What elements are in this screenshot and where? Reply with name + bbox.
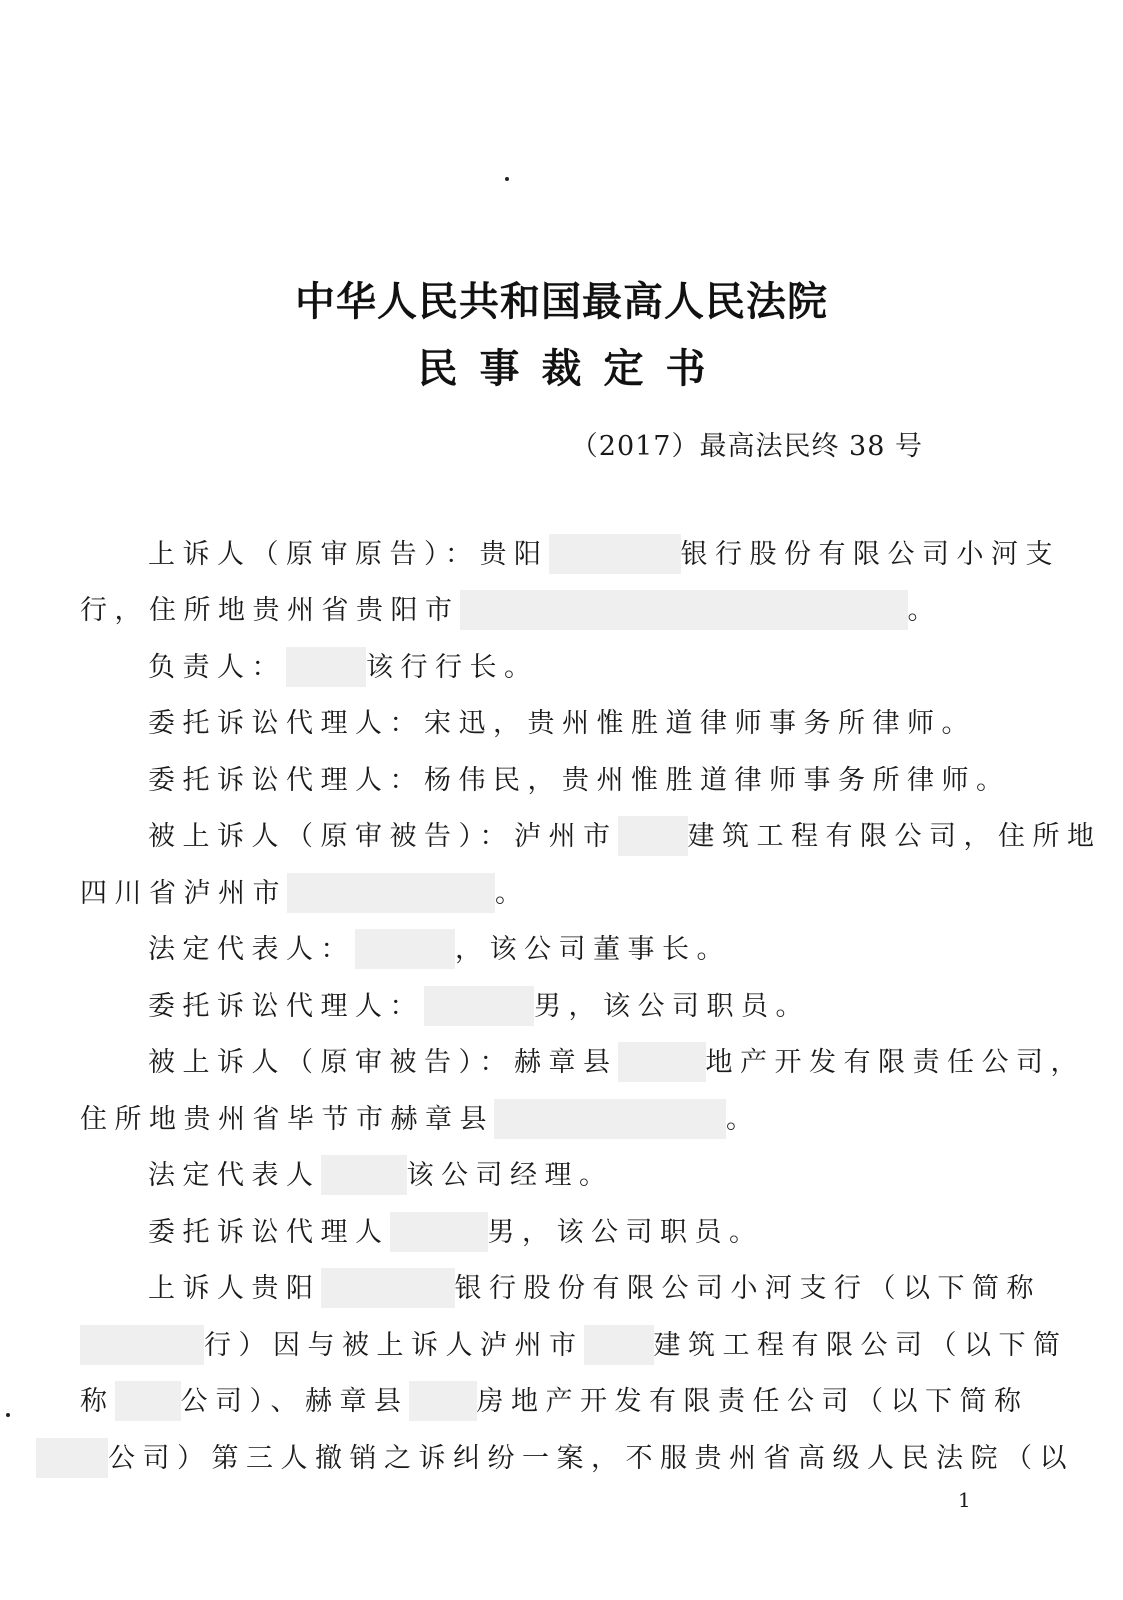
text-line: 委托诉讼代理人： 男，该公司职员。 <box>148 989 810 1026</box>
text-line: 住所地贵州省毕节市赫章县 。 <box>80 1102 761 1139</box>
redaction-block <box>355 929 455 969</box>
document-type-title: 民事裁定书 <box>417 346 728 392</box>
redaction-block <box>460 590 908 630</box>
redaction-block <box>115 1381 181 1421</box>
text-line: 公司）第三人撤销之诉纠纷一案，不服贵州省高级人民法院（以 <box>36 1441 1074 1478</box>
text-line: 负责人： 该行行长。 <box>148 650 539 687</box>
redaction-block <box>390 1212 488 1252</box>
text-line: 称 公司）、赫章县 房地产开发有限责任公司（以下简称 <box>80 1384 1029 1421</box>
text-line: 被上诉人（原审被告）：泸州市 建筑工程有限公司，住所地 <box>148 819 1102 856</box>
redaction-block <box>424 986 534 1026</box>
text-line: 委托诉讼代理人：宋迅，贵州惟胜道律师事务所律师。 <box>148 708 976 739</box>
redaction-block <box>287 873 495 913</box>
redaction-block <box>494 1099 726 1139</box>
redaction-block <box>618 816 688 856</box>
text-line: 被上诉人（原审被告）：赫章县 地产开发有限责任公司， <box>148 1045 1085 1082</box>
redaction-block <box>321 1268 455 1308</box>
text-line: 法定代表人： ，该公司董事长。 <box>148 932 731 969</box>
redaction-block <box>36 1438 108 1478</box>
redaction-block <box>286 647 366 687</box>
text-line: 行，住所地贵州省贵阳市 。 <box>80 593 942 630</box>
redaction-block <box>321 1155 407 1195</box>
page-number: 1 <box>958 1488 971 1512</box>
redaction-block <box>549 534 681 574</box>
text-line: 四川省泸州市 。 <box>80 876 530 913</box>
scan-speck <box>6 1413 10 1417</box>
text-line: 法定代表人 该公司经理。 <box>148 1158 614 1195</box>
court-title: 中华人民共和国最高人民法院 <box>295 279 828 325</box>
text-line: 行）因与被上诉人泸州市 建筑工程有限公司（以下简 <box>80 1328 1068 1365</box>
text-line: 上诉人（原审原告）：贵阳 银行股份有限公司小河支 <box>148 537 1060 574</box>
text-line: 委托诉讼代理人 男，该公司职员。 <box>148 1215 764 1252</box>
text-line: 委托诉讼代理人：杨伟民，贵州惟胜道律师事务所律师。 <box>148 765 1011 796</box>
text-line: 上诉人贵阳 银行股份有限公司小河支行（以下简称 <box>148 1271 1041 1308</box>
case-number: （2017）最高法民终 38 号 <box>570 431 923 462</box>
redaction-block <box>80 1325 204 1365</box>
scan-speck <box>505 177 509 181</box>
redaction-block <box>409 1381 477 1421</box>
redaction-block <box>584 1325 654 1365</box>
redaction-block <box>618 1042 706 1082</box>
